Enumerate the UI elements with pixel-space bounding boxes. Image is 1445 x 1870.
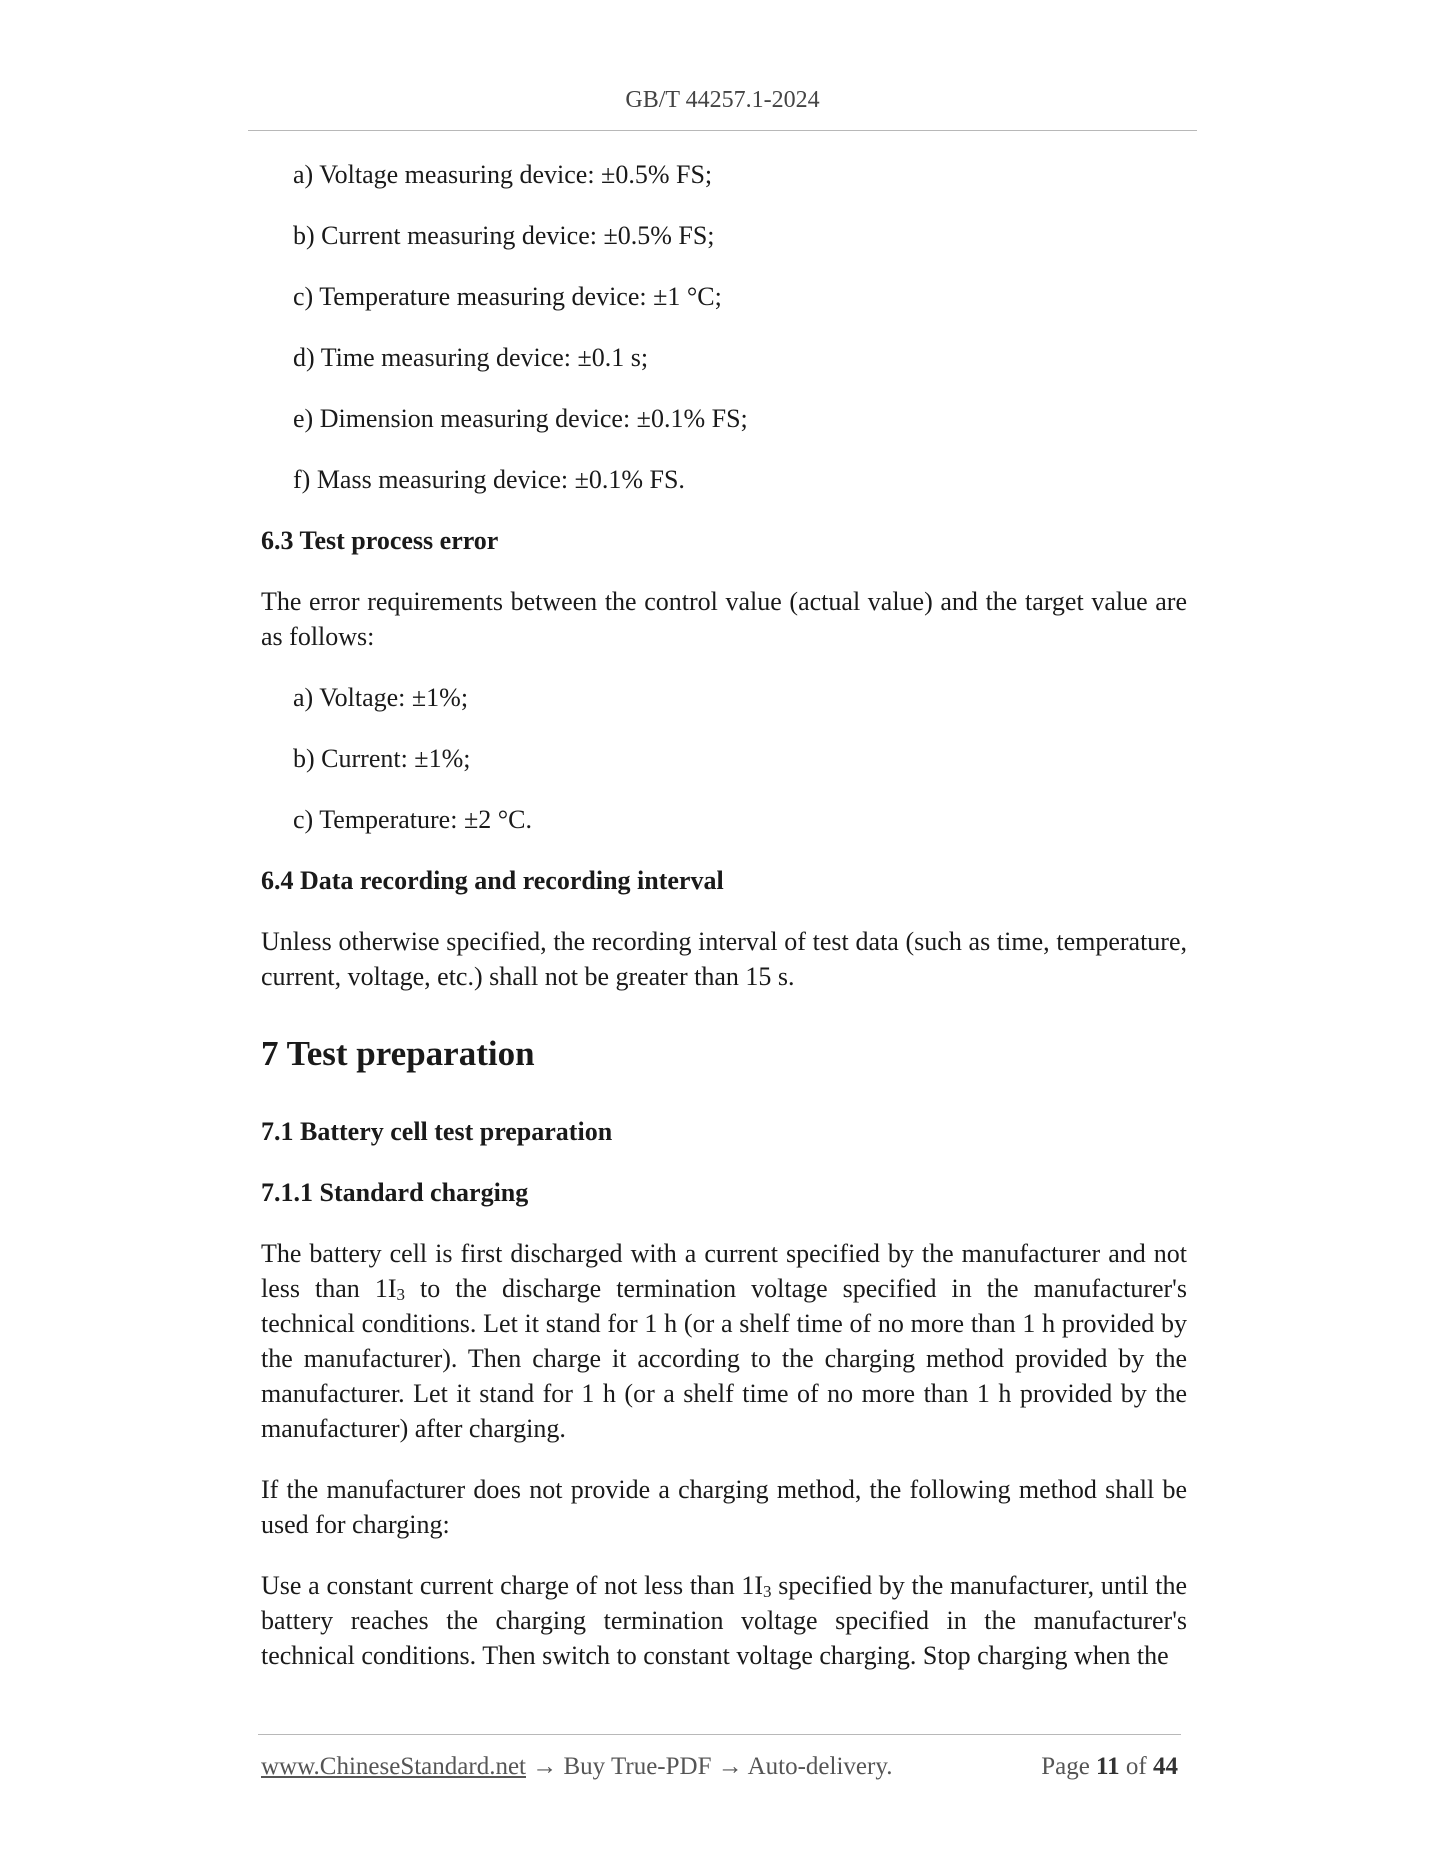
- doc-code: GB/T 44257.1-2024: [625, 87, 820, 113]
- website-link[interactable]: www.ChineseStandard.net: [261, 1753, 526, 1780]
- chapter-heading-7: 7 Test preparation: [261, 1034, 535, 1073]
- section-heading-6-3: 6.3 Test process error: [261, 526, 499, 555]
- page-body: [261, 157, 1187, 1697]
- footer-promo: www.ChineseStandard.net → Buy True-PDF → Auto-delivery.: [261, 1753, 893, 1780]
- list-item: a) Voltage: ±1%;: [293, 683, 469, 712]
- header-divider: [248, 130, 1197, 131]
- list-item: e) Dimension measuring device: ±0.1% FS;: [293, 404, 748, 433]
- section-heading-7-1: 7.1 Battery cell test preparation: [261, 1117, 613, 1146]
- list-item: c) Temperature measuring device: ±1 °C;: [293, 282, 722, 311]
- paragraph: The battery cell is first discharged with a current specified by the manufacturer and not less than $1I_3$ to the discharge termination voltage specified in the manufacturer's technical conditions. Let it stand for 1 h (or a shelf time of no more than 1 h provided by the manufacturer). Then charge it according to the charging method provided by the manufacturer. Let it stand for 1 h (or a shelf time of no more than 1 h provided by the manufacturer) after charging.: [261, 1239, 1187, 1443]
- section-heading-6-4: 6.4 Data recording and recording interval: [261, 866, 724, 895]
- list-item: d) Time measuring device: ±0.1 s;: [293, 343, 649, 372]
- paragraph: Unless otherwise specified, the recording interval of test data (such as time, temperature, current, voltage, etc.) shall not be greater than 15 s.: [261, 927, 1187, 991]
- measuring-accuracy-list: [261, 157, 1187, 497]
- list-item: f) Mass measuring device: ±0.1% FS.: [293, 465, 685, 494]
- list-item: a) Voltage measuring device: ±0.5% FS;: [293, 160, 713, 189]
- error-requirements-list: [261, 680, 1187, 837]
- paragraph: The error requirements between the control value (actual value) and the target value are as follows:: [261, 587, 1187, 651]
- footer-divider: [258, 1734, 1181, 1735]
- section-heading-7-1-1: 7.1.1 Standard charging: [261, 1178, 529, 1207]
- list-item: c) Temperature: ±2 °C.: [293, 805, 532, 834]
- paragraph: Use a constant current charge of not less than $1I_3$ specified by the manufacturer, until the battery reaches the charging termination voltage specified in the manufacturer's technical conditions. Then switch to constant voltage charging. Stop charging when the: [261, 1571, 1187, 1670]
- list-item: b) Current: ±1%;: [293, 744, 471, 773]
- paragraph: If the manufacturer does not provide a charging method, the following method shall be used for charging:: [261, 1475, 1187, 1539]
- page-number: Page 11 of 44: [1041, 1753, 1178, 1780]
- list-item: b) Current measuring device: ±0.5% FS;: [293, 221, 715, 250]
